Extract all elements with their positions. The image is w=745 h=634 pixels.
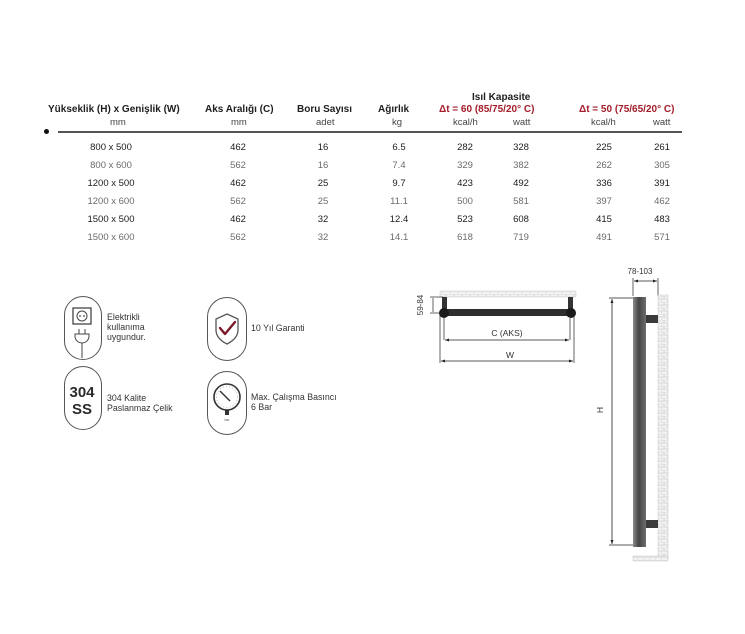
delta60-kcal-unit: kcal/h (453, 117, 478, 128)
table-cell-aks: 462 (230, 178, 246, 189)
table-cell-boru: 16 (317, 142, 329, 153)
table-cell-aks: 462 (230, 142, 246, 153)
table-cell-w60: 328 (513, 142, 529, 153)
table-cell-size: 800 x 500 (90, 142, 132, 153)
plug-text (107, 312, 146, 342)
table-cell-aks: 562 (230, 160, 246, 171)
col-size-unit: mm (110, 117, 126, 128)
table-cell-agirlik: 6.5 (392, 142, 406, 153)
table-cell-agirlik: 11.1 (390, 196, 408, 207)
thermal-capacity-header: Isıl Kapasite (472, 92, 531, 103)
table-cell-boru: 32 (317, 214, 329, 225)
delta60-watt-unit: watt (513, 117, 531, 128)
table-cell-w60: 492 (513, 178, 529, 189)
table-cell-w60: 382 (513, 160, 529, 171)
col-boru-unit: adet (316, 117, 335, 128)
table-cell-size: 1500 x 500 (87, 214, 135, 225)
col-aks-header: Aks Aralığı (C) (205, 104, 274, 115)
table-cell-k50: 262 (596, 160, 612, 171)
table-cell-k50: 397 (596, 196, 612, 207)
table-cell-size: 1200 x 600 (87, 196, 135, 207)
table-cell-k60: 500 (457, 196, 473, 207)
delta50-kcal-unit: kcal/h (591, 117, 616, 128)
col-boru-header: Boru Sayısı (297, 104, 353, 115)
horizontal-tube (442, 309, 573, 316)
table-cell-w50: 391 (654, 178, 670, 189)
table-cell-boru: 25 (317, 196, 329, 207)
table-cell-aks: 462 (230, 214, 246, 225)
right-fitting (566, 308, 576, 318)
col-agirlik-unit: kg (392, 117, 403, 128)
stainless-line-2: Paslanmaz Çelik (107, 403, 173, 413)
table-cell-agirlik: 9.7 (392, 178, 406, 189)
table-cell-w60: 581 (513, 196, 529, 207)
table-cell-size: 1200 x 500 (87, 178, 135, 189)
wall-top (440, 291, 576, 297)
table-cell-agirlik: 7.4 (392, 160, 406, 171)
table-cell-k50: 336 (596, 178, 612, 189)
table-cell-k60: 282 (457, 142, 473, 153)
table-cell-k60: 423 (457, 178, 473, 189)
height-label: H (595, 406, 605, 414)
plug-line-2: kullanıma (107, 322, 145, 332)
table-cell-w50: 571 (654, 232, 670, 243)
stainless-line-1: 304 Kalite (107, 393, 147, 403)
pressure-gauge-icon (207, 371, 247, 435)
bottom-bracket (646, 520, 658, 528)
table-cell-w50: 462 (654, 196, 670, 207)
table-cell-k60: 523 (457, 214, 473, 225)
table-cell-k50: 491 (596, 232, 612, 243)
table-cell-w50: 483 (654, 214, 670, 225)
table-cell-agirlik: 14.1 (389, 232, 409, 243)
front-view-diagram (410, 270, 595, 380)
delta60-header: Δt = 60 (85/75/20° C) (439, 104, 535, 115)
table-cell-size: 1500 x 600 (87, 232, 135, 243)
electric-plug-icon (64, 296, 102, 360)
wall-side (658, 295, 668, 559)
floor (633, 556, 668, 561)
table-cell-k50: 225 (596, 142, 612, 153)
table-cell-w60: 719 (513, 232, 529, 243)
front-height-range: 59-84 (416, 294, 425, 316)
side-depth-range: 78-103 (627, 267, 653, 276)
aks-label: C (AKS) (491, 328, 523, 338)
top-bracket (646, 315, 658, 323)
badge-304: 304 (69, 384, 95, 401)
table-cell-k60: 618 (457, 232, 473, 243)
delta50-header: Δt = 50 (75/65/20° C) (579, 104, 675, 115)
pressure-line-2: 6 Bar (251, 402, 273, 412)
table-cell-w60: 608 (513, 214, 529, 225)
stainless-text (107, 393, 173, 413)
table-cell-size: 800 x 600 (90, 160, 132, 171)
col-aks-unit: mm (231, 117, 247, 128)
table-cell-boru: 32 (317, 232, 329, 243)
plug-line-1: Elektrikli (107, 312, 140, 322)
table-cell-aks: 562 (230, 196, 246, 207)
plug-line-3: uygundur. (107, 332, 146, 342)
table-cell-aks: 562 (230, 232, 246, 243)
stainless-304-icon (62, 384, 102, 418)
shield-check-icon (207, 297, 247, 361)
width-label: W (505, 350, 515, 360)
side-view-diagram (595, 260, 700, 570)
gauge-unit-label: bar (224, 418, 230, 422)
table-cell-k60: 329 (457, 160, 473, 171)
col-agirlik-header: Ağırlık (378, 104, 410, 115)
table-cell-boru: 16 (317, 160, 329, 171)
table-cell-boru: 25 (317, 178, 329, 189)
table-cell-agirlik: 12.4 (389, 214, 409, 225)
badge-ss: SS (71, 401, 92, 418)
pressure-line-1: Max. Çalışma Basıncı (251, 392, 337, 402)
table-cell-k50: 415 (596, 214, 612, 225)
pressure-text (251, 392, 337, 412)
table-cell-w50: 305 (654, 160, 670, 171)
delta50-watt-unit: watt (653, 117, 671, 128)
bullet-dot (44, 129, 49, 134)
header-rule (58, 131, 682, 133)
col-size-header: Yükseklik (H) x Genişlik (W) (48, 104, 180, 115)
vertical-tube (633, 297, 646, 547)
warranty-text: 10 Yıl Garanti (251, 323, 305, 333)
table-cell-w50: 261 (654, 142, 670, 153)
